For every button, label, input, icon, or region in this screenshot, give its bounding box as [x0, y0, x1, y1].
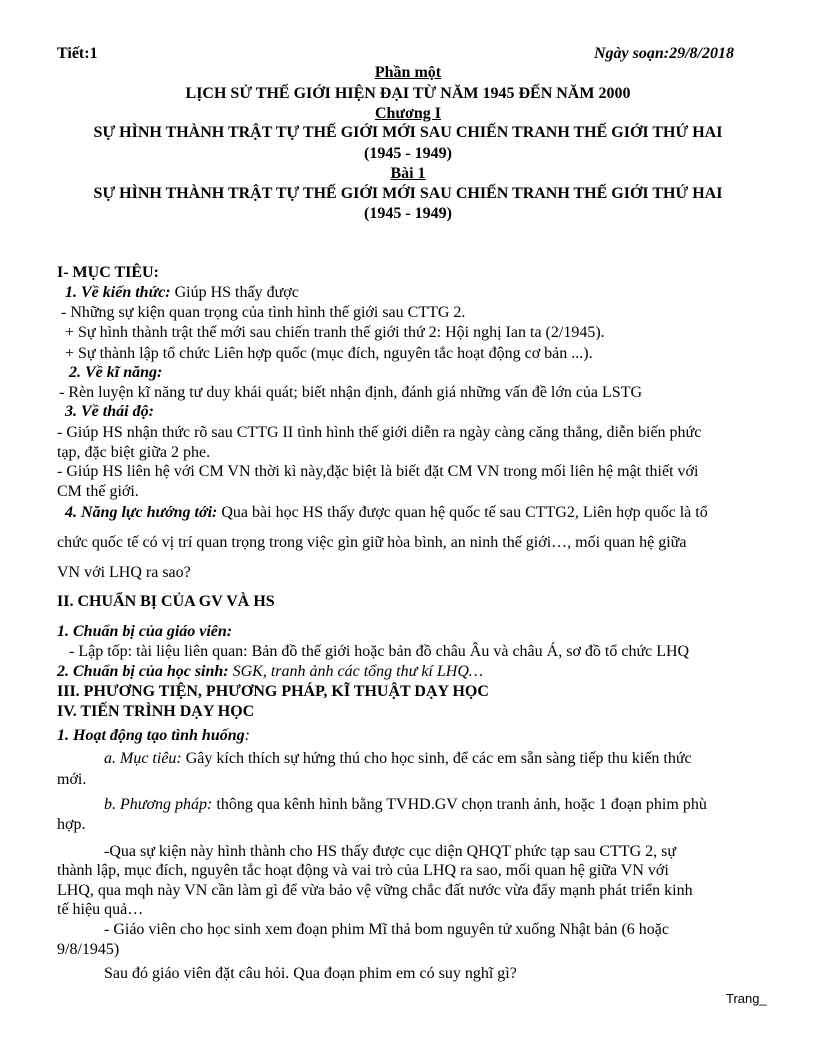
competence-text: chức quốc tế có vị trí quan trọng trong việc gìn giữ hòa bình, an ninh thế giới…, mối quan hệ giữa	[57, 534, 687, 551]
part-title: LỊCH SỬ THẾ GIỚI HIỆN ĐẠI TỪ NĂM 1945 ĐẾN NĂM 2000	[185, 85, 631, 102]
process-heading: IV. TIẾN TRÌNH DẠY HỌC	[57, 703, 255, 720]
attitude-item: CM thế giới.	[57, 483, 139, 500]
method-line: b. Phương pháp: thông qua kênh hình bằng TVHD.GV chọn tranh ảnh, hoặc 1 đoạn phim phù	[104, 796, 707, 813]
paragraph: thành lập, mục đích, nguyên tắc hoạt động và vai trò của LHQ ra sao, mối quan hệ giữa VN với	[57, 862, 669, 879]
lesson-title: SỰ HÌNH THÀNH TRẬT TỰ THẾ GIỚI MỚI SAU CHIẾN TRANH THẾ GIỚI THỨ HAI	[93, 185, 723, 202]
paragraph: LHQ, qua mqh này VN cần làm gì để vừa bảo vệ vững chắc đất nước vừa đẩy mạnh phát triển kinh	[57, 882, 693, 899]
competence-text: VN với LHQ ra sao?	[57, 564, 191, 581]
method-text: hợp.	[57, 816, 86, 833]
attitude-item: tạp, đặc biệt giữa 2 phe.	[57, 444, 211, 461]
student-prep-line	[57, 662, 767, 682]
activity-line: 1. Hoạt động tạo tình huống:	[57, 727, 250, 744]
preparation-heading: II. CHUẨN BỊ CỦA GV VÀ HS	[57, 593, 275, 610]
teacher-prep-label: 1. Chuẩn bị của giáo viên:	[57, 623, 233, 640]
lesson-years: (1945 - 1949)	[364, 205, 452, 222]
attitude-item: - Giúp HS nhận thức rõ sau CTTG II tình hình thế giới diễn ra ngày càng căng thẳng, diễn biến phức	[57, 424, 702, 441]
part-label: Phần một	[374, 64, 442, 81]
aim-line: a. Mục tiêu: Gây kích thích sự hứng thú cho học sinh, để các em sẵn sàng tiếp thu kiến thức	[104, 750, 692, 767]
paragraph: - Giáo viên cho học sinh xem đoạn phim Mĩ thả bom nguyên tử xuống Nhật bản (6 hoặc	[104, 921, 670, 938]
method-label: b. Phương pháp:	[104, 796, 213, 813]
skills-item: - Rèn luyện kĩ năng tư duy khái quát; biết nhận định, đánh giá những vấn đề lớn của LSTG	[59, 384, 643, 401]
knowledge-item: - Những sự kiện quan trọng của tình hình thế giới sau CTTG 2.	[61, 304, 466, 321]
objectives-heading: I- MỤC TIÊU:	[57, 264, 159, 281]
student-prep-item: SGK, tranh ảnh các tổng thư kí LHQ…	[228, 663, 484, 680]
prep-date: Ngày soạn:29/8/2018	[594, 45, 734, 62]
paragraph: tế hiệu quả…	[57, 901, 144, 918]
attitude-item: - Giúp HS liên hệ với CM VN thời kì này,đặc biệt là biết đặt CM VN trong mối liên hệ mật thiết với	[57, 463, 699, 480]
knowledge-intro: Giúp HS thấy được	[170, 284, 299, 301]
knowledge-label: 1. Về kiến thức:	[65, 284, 171, 301]
lesson-number: Tiết:1	[57, 45, 98, 62]
knowledge-item: + Sự hình thành trật thế mới sau chiến tranh thế giới thứ 2: Hội nghị Ian ta (2/1945).	[65, 324, 605, 341]
knowledge-item: + Sự thành lập tổ chức Liên hợp quốc (mục đích, nguyên tắc hoạt động cơ bản ...).	[65, 345, 593, 362]
aim-label: a. Mục tiêu:	[104, 750, 182, 767]
competence-line: 4. Năng lực hướng tới: Qua bài học HS thấy được quan hệ quốc tế sau CTTG2, Liên hợp quốc là tổ	[65, 504, 708, 521]
methods-heading: III. PHƯƠNG TIỆN, PHƯƠNG PHÁP, KĨ THUẬT DẠY HỌC	[57, 683, 489, 700]
student-prep-label: 2. Chuẩn bị của học sinh:	[57, 663, 229, 680]
paragraph: Sau đó giáo viên đặt câu hỏi. Qua đoạn phim em có suy nghĩ gì?	[104, 965, 517, 982]
activity-label: 1. Hoạt động tạo tình huống	[57, 727, 245, 744]
attitude-label: 3. Về thái độ:	[65, 403, 154, 420]
lesson-label: Bài 1	[390, 165, 426, 182]
chapter-years: (1945 - 1949)	[364, 145, 452, 162]
teacher-prep-item: - Lập tốp: tài liệu liên quan: Bản đồ thế giới hoặc bản đồ châu Âu và châu Á, sơ đồ tổ chức LHQ	[69, 643, 690, 660]
page-footer: Trang_	[726, 991, 767, 1006]
skills-label: 2. Về kĩ năng:	[69, 364, 163, 381]
paragraph: -Qua sự kiện này hình thành cho HS thấy được cục diện QHQT phức tạp sau CTTG 2, sự	[104, 843, 677, 860]
knowledge-line	[65, 283, 775, 303]
competence-label: 4. Năng lực hướng tới:	[65, 504, 218, 521]
chapter-label: Chương I	[374, 105, 442, 122]
chapter-title: SỰ HÌNH THÀNH TRẬT TỰ THẾ GIỚI MỚI SAU CHIẾN TRANH THẾ GIỚI THỨ HAI	[93, 124, 723, 141]
aim-text: mới.	[57, 771, 87, 788]
paragraph: 9/8/1945)	[57, 941, 120, 958]
